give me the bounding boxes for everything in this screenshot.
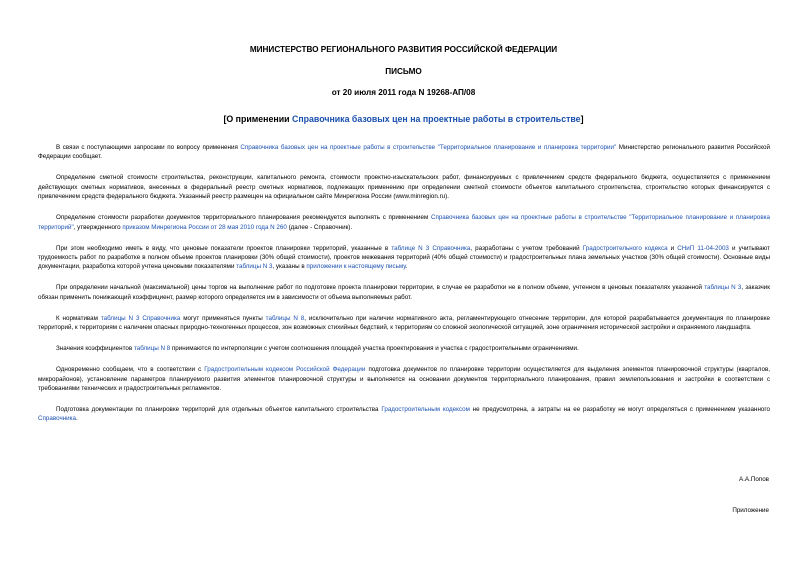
text: , исключительно при наличии нормативного акта, регламентирующего отнесение территории, для которой разрабатывается документация по планировке территорий, к территориям с наличием опасных природно-техногенных процессов, зон возможных стихийных бедствий, к территориям со сложной экологической ситуацией, зоне ограничения исторической застройки и охраняемого ландшафта. (38, 314, 770, 332)
document-subject (0, 114, 807, 124)
text: . (405, 263, 408, 271)
reference-link[interactable]: СНиП 11-04-2003 (677, 244, 729, 252)
text: (далее - Справочник). (286, 223, 353, 231)
text: Определение стоимости разработки документов территориального планирования рекомендуется выполнять с применением (56, 214, 431, 222)
ministry-name: МИНИСТЕРСТВО РЕГИОНАЛЬНОГО РАЗВИТИЯ РОССИЙСКОЙ ФЕДЕРАЦИИ (249, 45, 558, 54)
subject-bracket-open: [О применении (223, 114, 292, 124)
reference-link[interactable]: таблицы N 8 (265, 314, 305, 322)
paragraph-8 (38, 365, 770, 393)
text: Значения коэффициентов (56, 345, 134, 353)
text: , разработаны с учетом требований (470, 244, 583, 252)
reference-link[interactable]: приказом Минрегиона России от 28 мая 2010 года N 260 (122, 223, 287, 231)
document-body (38, 143, 770, 435)
text: , заказчик обязан применить понижающий коэффициент, размер которого определяется им в зависимости от объема выполняемых работ. (38, 284, 770, 301)
paragraph-5 (38, 283, 770, 302)
text: При определении начальной (максимальной) цены торгов на выполнение работ по подготовке проекта планировки территории, в случае ее разработки не в полном объеме, учтенном в ценовых показателях указанной (56, 284, 705, 292)
text: , утвержденного (73, 223, 123, 231)
reference-link[interactable]: таблице N 3 Справочника (391, 244, 471, 252)
reference-link[interactable]: таблицы N 3 (236, 263, 273, 271)
text: При этом необходимо иметь в виду, что ценовые показатели проектов планировки территорий, указанные в (56, 244, 392, 252)
appendix-label: Приложение (732, 507, 769, 514)
text: . (76, 415, 78, 423)
signature: А.А.Попов (739, 476, 769, 483)
text: Министерство регионального развития Российской Федерации сообщает. (38, 144, 770, 161)
text: и учитывают трудоемкость работ по разработке в полном объеме проектов планировки (30% общей стоимости), проектов межевания территорий (40% общей стоимости) и градостроительных плана земельных участков (30% общей стоимости). Основные виды документации, разработка которой учтена ценовыми показателями (38, 244, 770, 271)
paragraph-2 (38, 173, 770, 201)
text: Подготовка документации по планировке территорий для отдельных объектов капитального строительства (56, 406, 382, 414)
reference-link[interactable]: таблицы N 8 (133, 345, 171, 353)
paragraph-6 (38, 314, 770, 333)
text: К нормативам (56, 314, 101, 322)
reference-link[interactable]: Градостроительного кодекса (582, 244, 668, 252)
reference-link[interactable]: Справочника базовых цен на проектные работы в строительстве "Территориальное планирование и планировка территорий" (38, 214, 770, 231)
document-type: ПИСЬМО (385, 67, 422, 76)
text: принимаются по интерполяции с учетом соотношения площадей участка проектирования и участка с градостроительными ограничениями. (170, 345, 579, 353)
subject-link[interactable]: Справочника базовых цен на проектные работы в строительстве (291, 114, 581, 124)
paragraph-7 (38, 344, 770, 353)
document-date-number: от 20 июля 2011 года N 19268-АП/08 (331, 88, 476, 97)
reference-link[interactable]: приложении к настоящему письму (306, 263, 406, 271)
text: могут применяться пункты (180, 314, 266, 322)
paragraph-9 (38, 405, 770, 424)
paragraph-1 (38, 143, 770, 162)
text: , указаны в (272, 263, 307, 271)
text: не предусмотрена, а затраты на ее разработку не могут определяться с применением указанного (469, 406, 770, 414)
paragraph-3 (38, 213, 770, 232)
text: и (667, 244, 678, 252)
paragraph-4 (38, 244, 770, 272)
text: Одновременно сообщаем, что в соответствии с (56, 366, 205, 374)
reference-link[interactable]: Справочника (38, 415, 76, 423)
text: В связи с поступающими запросами по вопросу применения (56, 144, 241, 151)
reference-link[interactable]: таблицы N 3 (704, 284, 742, 292)
subject-bracket-close: ] (580, 114, 584, 124)
reference-link[interactable]: Градостроительным кодексом Российской Федерации (204, 366, 366, 374)
reference-link[interactable]: Градостроительным кодексом (381, 406, 470, 414)
reference-link[interactable]: Справочника базовых цен на проектные работы в строительстве "Территориальное планирование и планировка территории" (240, 144, 617, 151)
reference-link[interactable]: таблицы N 3 Справочника (100, 314, 181, 322)
text: подготовка документов по планировке территории осуществляется для выделения элементов планировочной структуры (кварталов, микрорайонов), установление параметров планируемого развития элементов планировочной структуры и выполняется на основании документов территориального планирования, правил землепользования и застройки в соответствии с требованиями технических и градостроительных регламентов. (38, 366, 770, 393)
text: Определение сметной стоимости строительства, реконструкции, капитального ремонта, стоимости проектно-изыскательских работ, финансируемых с привлечением средств федерального бюджета, осуществляется с применением действующих сметных нормативов, внесенных в федеральный реестр сметных нормативов, подлежащих применению при определении сметной стоимости объектов капитального строительства, строительство которых финансируется с привлечением средств федерального бюджета. Указанный реестр размещен на официальном сайте Минрегиона России (www.minregion.ru). (38, 174, 770, 201)
